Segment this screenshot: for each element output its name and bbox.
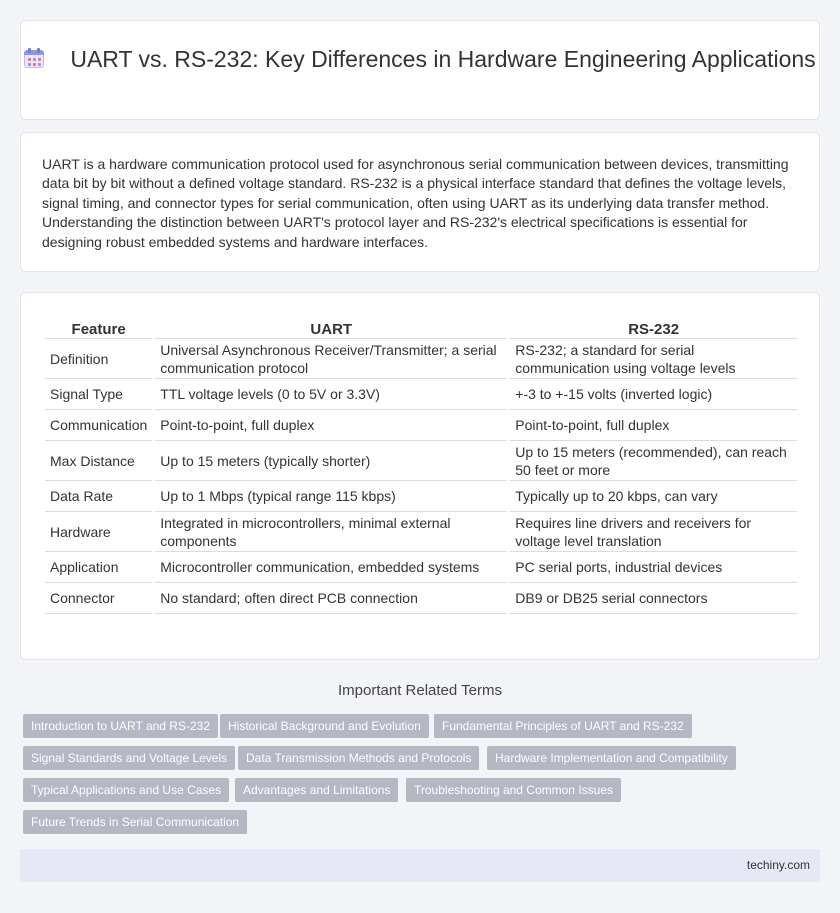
intro-card: [20, 132, 820, 272]
uart-cell: Point-to-point, full duplex: [155, 410, 507, 441]
uart-cell: Integrated in microcontrollers, minimal external components: [155, 512, 507, 552]
uart-cell: Up to 1 Mbps (typical range 115 kbps): [155, 481, 507, 512]
feature-cell: Data Rate: [45, 481, 152, 512]
related-terms-title: Important Related Terms: [338, 682, 502, 699]
related-term-tag[interactable]: Hardware Implementation and Compatibility: [487, 746, 736, 770]
related-term-tag[interactable]: Advantages and Limitations: [235, 778, 398, 802]
column-header-uart: UART: [155, 315, 507, 339]
table-row: [45, 410, 797, 441]
uart-cell: TTL voltage levels (0 to 5V or 3.3V): [155, 379, 507, 410]
table-row: [45, 512, 797, 552]
rs232-cell: Typically up to 20 kbps, can vary: [510, 481, 797, 512]
table-row: [45, 583, 797, 614]
rs232-cell: +-3 to +-15 volts (inverted logic): [510, 379, 797, 410]
table-row: [45, 339, 797, 379]
rs232-cell: Requires line drivers and receivers for voltage level translation: [510, 512, 797, 552]
feature-cell: Communication: [45, 410, 152, 441]
related-term-tag[interactable]: Fundamental Principles of UART and RS-232: [434, 714, 692, 738]
page-title-wrap: [21, 45, 819, 74]
feature-cell: Connector: [45, 583, 152, 614]
uart-cell: No standard; often direct PCB connection: [155, 583, 507, 614]
feature-cell: Application: [45, 552, 152, 583]
comparison-table: [42, 315, 800, 614]
related-term-tag[interactable]: Typical Applications and Use Cases: [23, 778, 229, 802]
related-term-tag[interactable]: Data Transmission Methods and Protocols: [238, 746, 479, 770]
page-title: UART vs. RS-232: Key Differences in Hardware Engineering Applications: [70, 46, 816, 72]
table-row: [45, 552, 797, 583]
table-row: [45, 441, 797, 481]
rs232-cell: Point-to-point, full duplex: [510, 410, 797, 441]
uart-cell: Up to 15 meters (typically shorter): [155, 441, 507, 481]
comparison-card: [20, 292, 820, 660]
table-row: [45, 481, 797, 512]
intro-paragraph: UART is a hardware communication protocol used for asynchronous serial communication between devices, transmitting data bit by bit without a defined voltage standard. RS-232 is a physical interface standard that defines the voltage levels, signal timing, and connector types for serial communication, often using UART as its underlying data transfer method. Understanding the distinction between UART's protocol layer and RS-232's electrical specifications is essential for designing robust embedded systems and hardware interfaces.: [42, 156, 789, 250]
column-header-rs232: RS-232: [510, 315, 797, 339]
rs232-cell: Up to 15 meters (recommended), can reach 50 feet or more: [510, 441, 797, 481]
feature-cell: Definition: [45, 339, 152, 379]
rs232-cell: DB9 or DB25 serial connectors: [510, 583, 797, 614]
feature-cell: Signal Type: [45, 379, 152, 410]
footer-bar: [20, 849, 820, 882]
column-header-feature: Feature: [45, 315, 152, 339]
rs232-cell: PC serial ports, industrial devices: [510, 552, 797, 583]
related-term-tag[interactable]: Introduction to UART and RS-232: [23, 714, 218, 738]
uart-cell: Microcontroller communication, embedded systems: [155, 552, 507, 583]
related-term-tag[interactable]: Future Trends in Serial Communication: [23, 810, 247, 834]
uart-cell: Universal Asynchronous Receiver/Transmitter; a serial communication protocol: [155, 339, 507, 379]
footer-site-name: techiny.com: [746, 858, 810, 872]
related-term-tag[interactable]: Troubleshooting and Common Issues: [406, 778, 621, 802]
table-header-row: [45, 315, 797, 339]
feature-cell: Max Distance: [45, 441, 152, 481]
table-row: [45, 379, 797, 410]
feature-cell: Hardware: [45, 512, 152, 552]
related-term-tag[interactable]: Historical Background and Evolution: [220, 714, 429, 738]
calendar-icon: [24, 48, 44, 68]
rs232-cell: RS-232; a standard for serial communication using voltage levels: [510, 339, 797, 379]
title-card: [20, 20, 820, 120]
related-term-tag[interactable]: Signal Standards and Voltage Levels: [23, 746, 235, 770]
